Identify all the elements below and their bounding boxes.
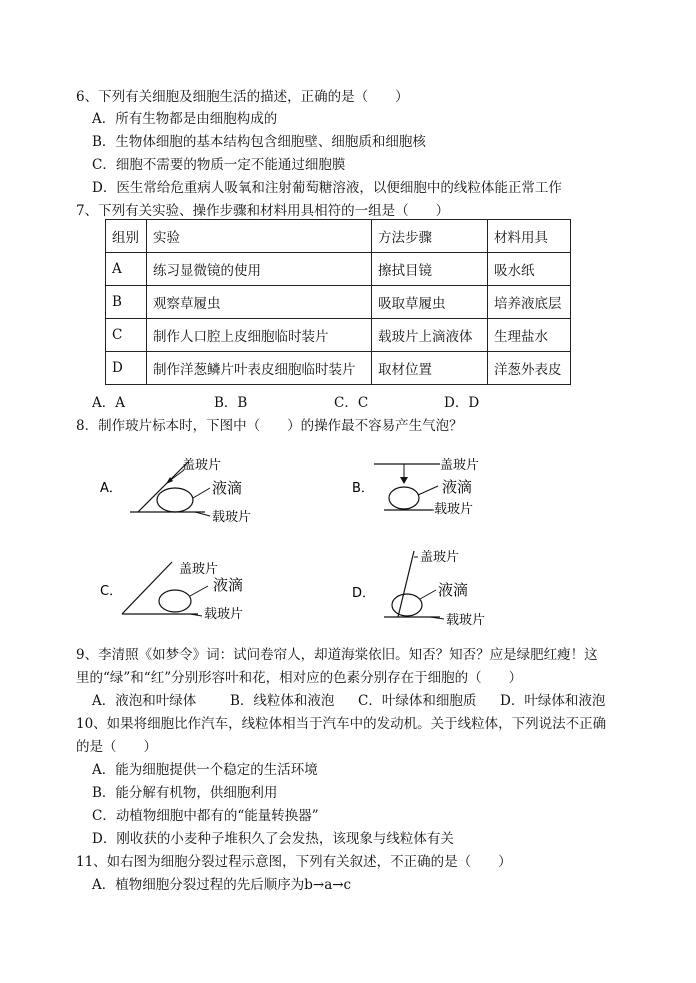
diagram-b [352,455,532,535]
cover-slip-line [122,562,172,614]
table-cell: 吸水纸 [488,253,571,286]
table-header: 方法步骤 [372,220,488,253]
q10-stem-line2: 的是（ ） [76,739,157,755]
leader-line [190,586,208,596]
q10-option-b: B．能分解有机物，供细胞利用 [92,785,278,801]
table-cell: B [106,286,147,319]
diagram-b-letter: B． [352,481,374,496]
table-cell: 洋葱外表皮 [488,352,571,385]
diagram-d [352,545,532,630]
table-cell: 擦拭目镜 [372,253,488,286]
q10-stem-line1: 10、如果将细胞比作汽车，线粒体相当于汽车中的发动机。关于线粒体，下列说法不正确 [76,716,607,732]
q6-stem: 6、下列有关细胞及细胞生活的描述，正确的是（ ） [76,89,409,105]
drop-label: 液滴 [442,478,473,496]
table-cell: C [106,319,147,352]
table-cell: 生理盐水 [488,319,571,352]
leader-line [420,590,436,599]
drop-ellipse [392,594,422,616]
table-cell: 取材位置 [372,352,488,385]
cover-slip-label: 盖玻片 [420,550,460,565]
cover-slip-label: 盖玻片 [179,562,219,577]
q11-option-a: A．植物细胞分裂过程的先后顺序为b→a→c [92,877,352,893]
drop-label: 液滴 [212,479,243,497]
table-cell: 制作人口腔上皮细胞临时装片 [147,319,372,352]
q7-stem: 7、下列有关实验、操作步骤和材料用具相符的一组是（ ） [76,203,450,219]
cover-slip-label: 盖玻片 [182,458,222,473]
table-header-row [106,220,571,253]
table-header: 组别 [106,220,147,253]
cover-slip-line [398,551,414,617]
q9-option-b: B．线粒体和液泡 [230,693,335,709]
table-row [106,352,571,385]
table-cell: 练习显微镜的使用 [147,253,372,286]
table-row [106,253,571,286]
diagram-c-letter: C． [100,584,123,599]
diagram-a [100,450,280,530]
slide-label: 载玻片 [204,607,244,622]
q6-option-d: D．医生常给危重病人吸氧和注射葡萄糖溶液，以便细胞中的线粒体能正常工作 [92,180,562,196]
diagram-d-letter: D． [352,586,376,601]
cover-slip-label: 盖玻片 [440,458,480,473]
table-cell: 制作洋葱鳞片叶表皮细胞临时装片 [147,352,372,385]
q11-stem: 11、如右图为细胞分裂过程示意图，下列有关叙述，不正确的是（ ） [76,854,512,870]
q9-option-d: D．叶绿体和液泡 [500,693,606,709]
slide-label: 载玻片 [434,502,474,517]
drop-label: 液滴 [213,576,244,594]
q7-option-a: A．A [92,395,125,411]
q6-option-a: A．所有生物都是由细胞构成的 [92,111,278,127]
q7-table [105,219,571,385]
diagram-a-letter: A． [100,481,122,496]
q9-stem-line1: 9、李清照《如梦令》词：试问卷帘人，却道海棠依旧。知否？知否？应是绿肥红瘦！这 [76,647,598,663]
table-cell: 载玻片上滴液体 [372,319,488,352]
arrow-head-icon [400,477,408,484]
q7-option-c: C．C [334,395,369,411]
drop-label: 液滴 [438,581,469,599]
diagram-c [100,558,280,628]
q10-option-d: D．刚收获的小麦种子堆积久了会发热，该现象与线粒体有关 [92,831,454,847]
q7-option-b: B．B [214,395,248,411]
q9-stem-line2: 里的“绿”和“红”分别形容叶和花，相对应的色素分别存在于细胞的（ ） [76,670,523,686]
drop-ellipse [389,487,419,509]
table-cell: 吸取草履虫 [372,286,488,319]
q6-option-b: B．生物体细胞的基本结构包含细胞壁、细胞质和细胞核 [92,134,426,150]
drop-ellipse [157,488,193,512]
table-cell: D [106,352,147,385]
q6-option-c: C．细胞不需要的物质一定不能通过细胞膜 [92,157,346,173]
drop-ellipse [159,590,191,612]
q8-stem: 8．制作玻片标本时，下图中（ ）的操作最不容易产生气泡？ [76,418,463,434]
table-row [106,286,571,319]
table-cell: A [106,253,147,286]
q9-option-c: C．叶绿体和细胞质 [358,693,477,709]
table-header: 实验 [147,220,372,253]
slide-label: 载玻片 [446,613,486,628]
table-row [106,319,571,352]
q10-option-a: A．能为细胞提供一个稳定的生活环境 [92,762,318,778]
table-header: 材料用具 [488,220,571,253]
slide-label: 载玻片 [212,510,252,525]
q7-option-d: D．D [444,395,480,411]
table-cell: 观察草履虫 [147,286,372,319]
q9-option-a: A．液泡和叶绿体 [92,693,197,709]
leader-line [193,488,210,498]
q10-option-c: C．动植物细胞中都有的“能量转换器” [92,808,319,824]
leader-line [418,486,438,495]
table-cell: 培养液底层 [488,286,571,319]
cover-slip-line [138,462,188,512]
